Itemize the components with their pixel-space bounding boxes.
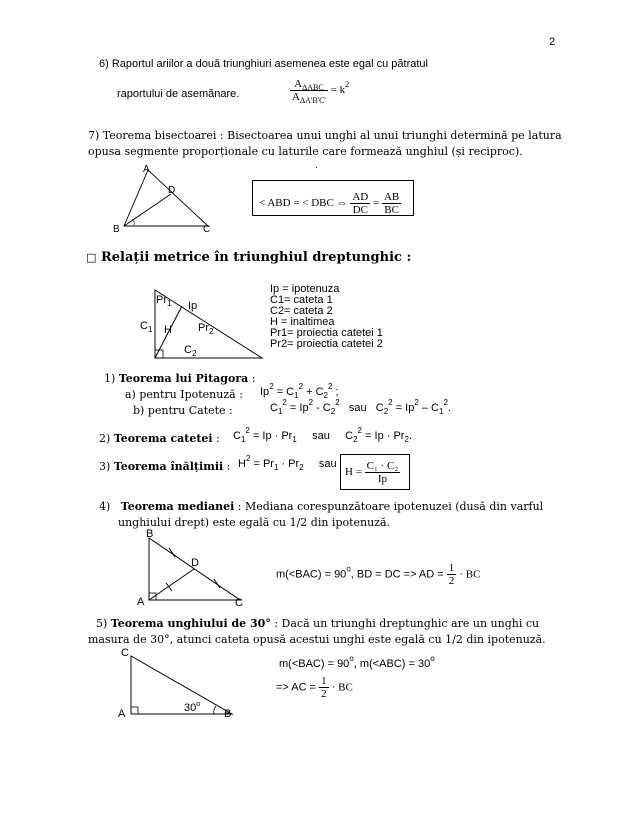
unghi30-formula: => AC = $\frac{1}{2}$ · BC [276,675,353,700]
label-pr2: $Pr_2$ [198,322,214,336]
legend-item: C2= cateta 2 [270,305,333,317]
unghi30-conditions: $m(<BAC) = 90^o$, $m(<ABC) = 30^o$ [279,654,435,670]
pitagora-b-formulas: $C_1^2 = Ip^2 - C_2^2$ sau $C_2^2 = Ip^2 - C_1^2$. [270,398,451,416]
label-pr1: $Pr_1$ [156,294,172,308]
label-B: B [224,708,232,720]
label-c2: $C_2$ [184,344,197,358]
pitagora-heading: 1) Teorema lui Pitagora : [104,372,256,385]
unghi30-line2: masura de 30°, atunci cateta opusă acestui unghi este egală cu 1/2 din ipotenuză. [88,633,546,646]
section-heading: □ Relații metrice în triunghiul dreptunghic : [86,250,412,265]
item7-dot: . [315,160,318,171]
label-D: D [168,185,176,196]
item6-line2: raportului de asemănare. [117,88,240,100]
right-triangle-legend [270,284,383,350]
median-triangle-figure [132,528,247,608]
page-number: 2 [549,36,556,48]
unghi30-line1: 5) Teorema unghiului de 30° : Dacă un triunghi dreptunghic are un unghi cu [96,617,540,630]
item6-formula: $\frac{A_{\Delta ABC}}{A_{\Delta A'B'C'}}$ = $k^2$ [292,78,350,105]
label-angle: 30$^o$ [184,701,201,714]
inaltimii-formula: $H^2 = Pr_1 \cdot Pr_2$ sau [238,454,337,472]
catetei-formulas: $C_1^2 = Ip \cdot Pr_1$ sau $C_2^2 = Ip \cdot Pr_2$. [233,426,412,444]
inaltimii-heading: 3) Teorema înălțimii : [99,460,231,473]
medianei-formula: $m(<BAC) = 90^o$, BD = DC => AD = $\frac{1}{2}$ · BC [276,562,481,587]
catetei-heading: 2) Teorema catetei : [99,432,220,445]
pitagora-a-label: a) pentru Ipotenuză : [125,388,243,401]
label-B: B [113,224,120,234]
label-C: C [203,224,211,234]
checkbox-bullet-icon: □ [86,251,97,264]
label-c1: $C_1$ [140,320,153,334]
legend-item: Pr2= proiectia catetei 2 [270,338,383,350]
label-A: A [143,164,150,175]
inaltimii-formula-box: H = $\frac{\text{C₁ · C₂}}{Ip}$ [340,454,410,490]
label-ip: Ip [188,300,198,312]
legend-item: H = inaltimea [270,316,335,328]
item7-line2: opusa segmente proporționale cu laturile care formează unghiul (și reciproc). [88,145,523,158]
item6-line1: 6) Raportul ariilor a două triunghiuri asemenea este egal cu pătratul [99,58,428,70]
bisector-formula-box: < ABD = < DBC ⇔ $\frac{AD}{DC}$ = $\frac{AB}{BC}$ [252,180,414,216]
label-C: C [235,597,243,608]
pitagora-b-label: b) pentru Catete : [133,404,233,417]
legend-item: Pr1= proiectia catetei 1 [270,327,383,339]
medianei-line1: 4) Teorema medianei : Mediana corespunzătoare ipotenuzei (dusă din varful [99,500,544,513]
label-h: H [164,324,172,336]
right-triangle-figure [130,282,270,364]
medianei-line2: unghiului drept) este egală cu 1/2 din ipotenuză. [118,516,391,529]
pitagora-a-formula: $Ip^2 = C_1^2 + C_2^2$ ; [260,382,339,400]
item7-line1: 7) Teorema bisectoarei : Bisectoarea unui unghi al unui triunghi determină pe latura [88,129,562,142]
legend-item: C1= cateta 1 [270,294,333,306]
thirty-degree-triangle-figure [114,644,244,724]
legend-item: Ip = ipotenuza [270,283,340,295]
label-B: B [146,528,154,540]
label-C: C [121,647,129,659]
label-D: D [191,557,199,569]
label-A: A [118,708,126,720]
label-A: A [137,596,145,608]
bisector-triangle-figure [108,162,218,234]
